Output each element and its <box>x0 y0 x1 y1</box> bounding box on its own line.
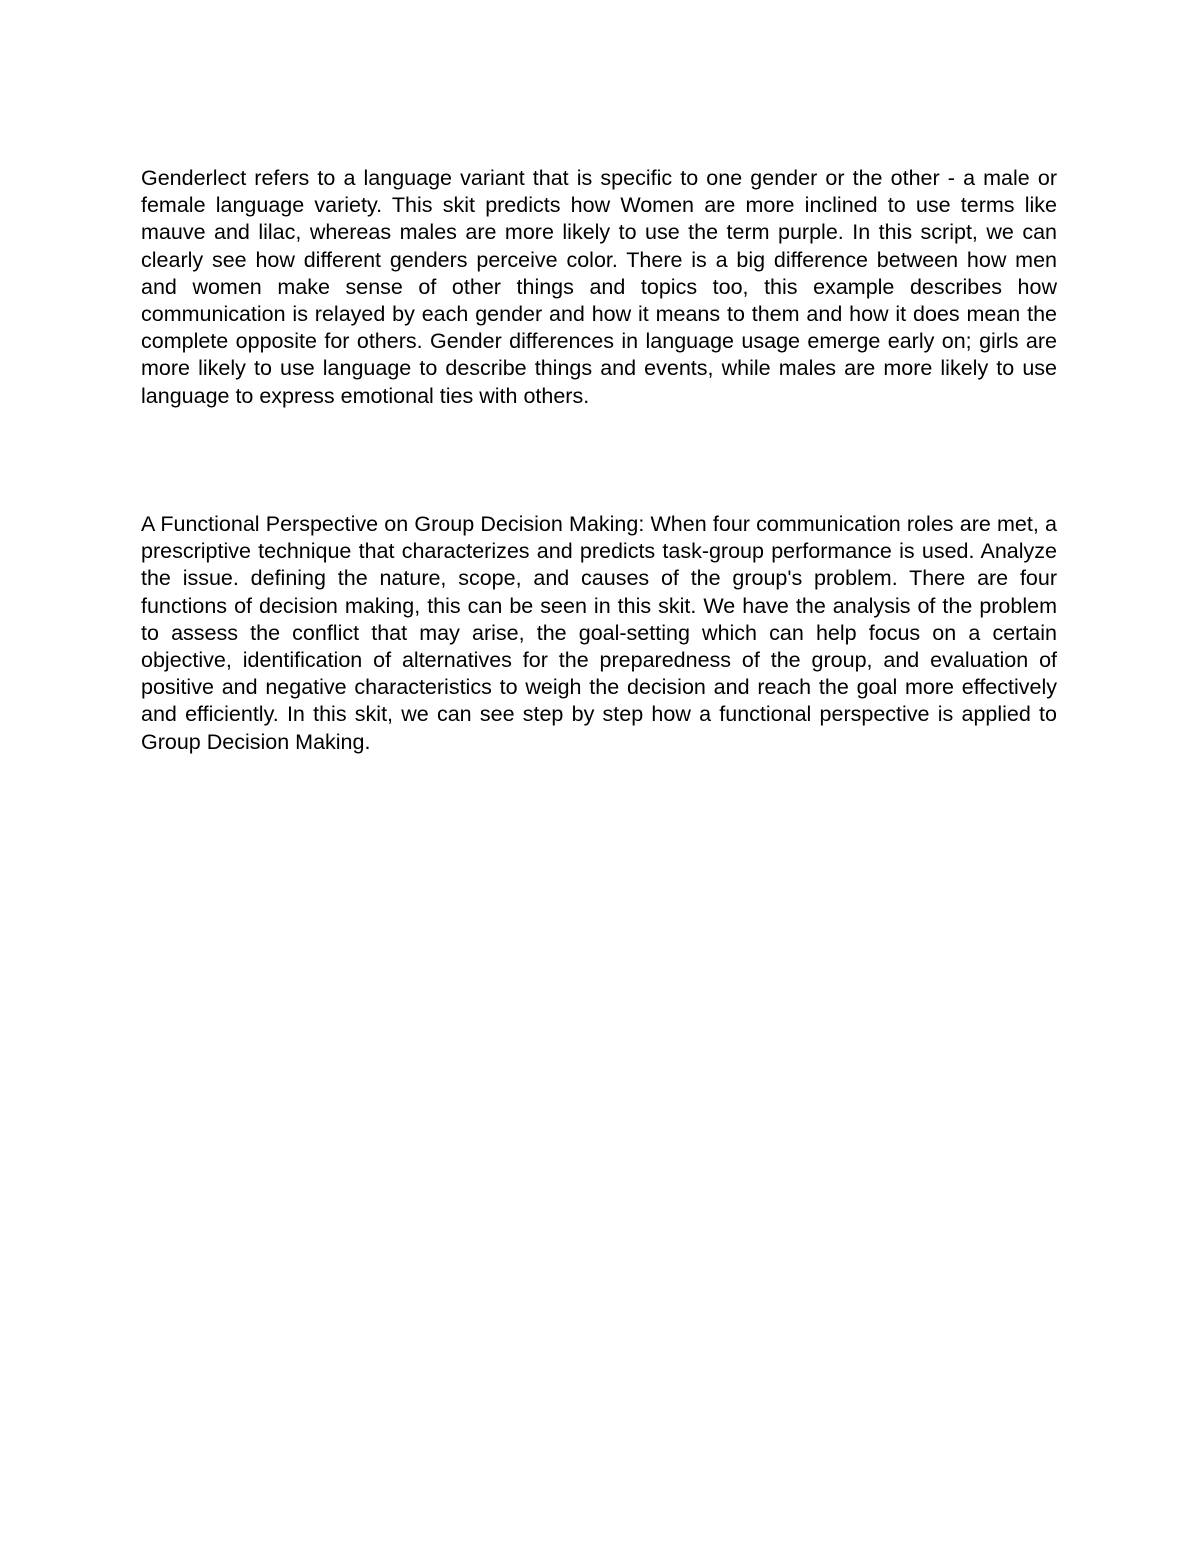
paragraph-functional-perspective: A Functional Perspective on Group Decision Making: When four communication roles are met, a prescriptive technique that characterizes and predicts task-group performance is used. Analyze the issue. defining the nature, scope, and causes of the group's problem. There are four functions of decision making, this can be seen in this skit. We have the analysis of the problem to assess the conflict that may arise, the goal-setting which can help focus on a certain objective, identification of alternatives for the preparedness of the group, and evaluation of positive and negative characteristics to weigh the decision and reach the goal more effectively and efficiently. In this skit, we can see step by step how a functional perspective is applied to Group Decision Making. <box>141 512 1057 754</box>
paragraph-genderlect: Genderlect refers to a language variant that is specific to one gender or the other - a male or female language variety. This skit predicts how Women are more inclined to use terms like mauve and lilac, whereas males are more likely to use the term purple. In this script, we can clearly see how different genders perceive color. There is a big difference between how men and women make sense of other things and topics too, this example describes how communication is relayed by each gender and how it means to them and how it does mean the complete opposite for others. Gender differences in language usage emerge early on; girls are more likely to use language to describe things and events, while males are more likely to use language to express emotional ties with others. <box>141 166 1057 408</box>
